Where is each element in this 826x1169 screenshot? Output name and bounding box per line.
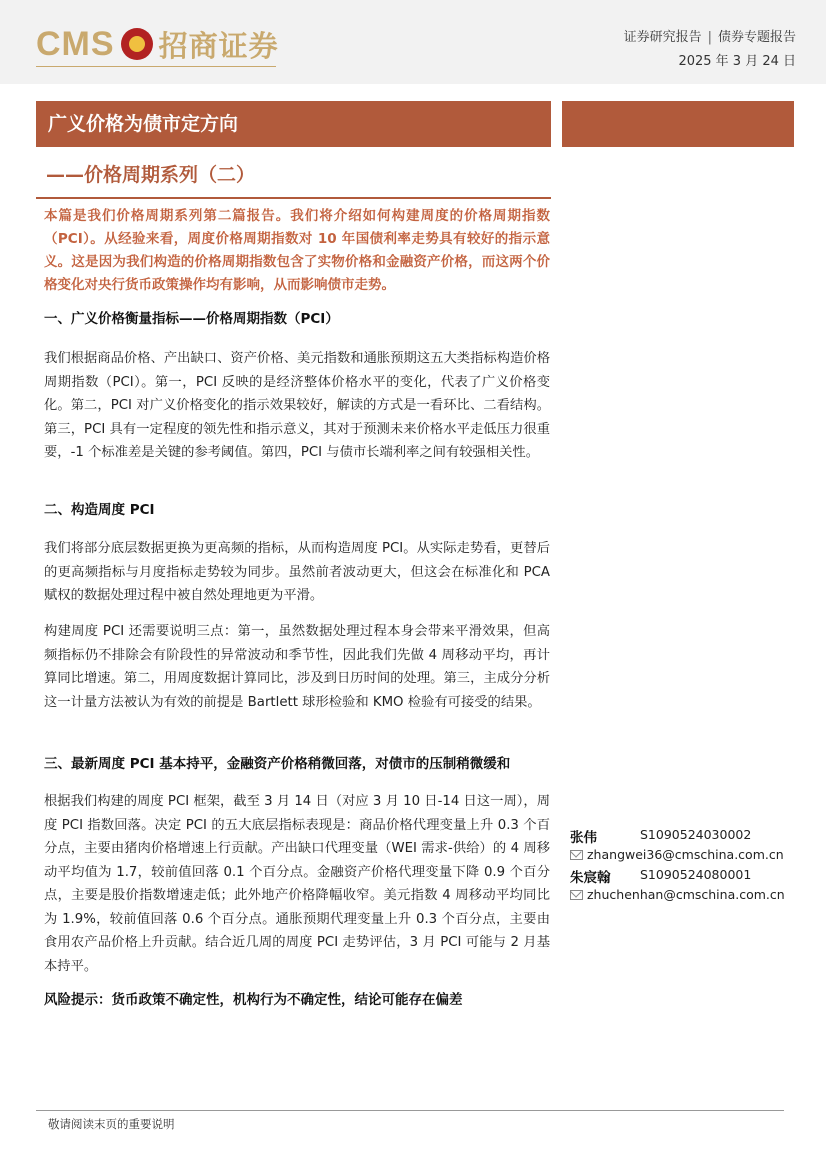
section-1-paragraph-1: 我们根据商品价格、产出缺口、资产价格、美元指数和通胀预期这五大类指标构造价格周期指数（PCI）。第一，PCI 反映的是经济整体价格水平的变化，代表了广义价格变化。第二，PCI 对广义价格变化的指示效果较好，解读的方式是一看环比、二看结构。第三，PCI 具有一定程度的领先性和指示意义，其对于预测未来价格水平走低压力很重要，-1 个标准差是关键的参考阈值。第四，PCI 与债市长端利率之间有较强相关性。 — [44, 351, 550, 460]
section-heading-3: 三、最新周度 PCI 基本持平，金融资产价格稍微回落，对债市的压制稍微缓和 — [44, 756, 511, 772]
side-accent-bar — [562, 101, 794, 147]
section-2-paragraph-2: 构建周度 PCI 还需要说明三点：第一，虽然数据处理过程本身会带来平滑效果，但高频指标仍不排除会有阶段性的异常波动和季节性，因此我们先做 4 周移动平均，再计算同比增速。第二，用周度数据计算同比，涉及到日历时间的处理。第三，主成分分析这一计量方法被认为有效的前提是 Bartlett 球形检验和 KMO 检验有可接受的结果。 — [44, 624, 550, 710]
report-category: 证券研究报告 — [623, 30, 702, 45]
section-2-paragraph-1: 我们将部分底层数据更换为更高频的指标，从而构造周度 PCI。从实际走势看，更替后的更高频指标与月度指标走势较为同步。虽然前者波动更大，但这会在标准化和 PCA 赋权的数据处理过程中被自然处理地更为平滑。 — [44, 541, 550, 603]
section-heading-1: 一、广义价格衡量指标——价格周期指数（PCI） — [44, 311, 339, 327]
logo-chinese: 招商证券 — [158, 28, 279, 63]
report-type — [624, 26, 796, 45]
envelope-icon — [570, 890, 583, 900]
company-logo — [36, 22, 279, 66]
report-subcategory: 债券专题报告 — [717, 30, 796, 45]
logo-underline — [36, 66, 276, 67]
section-heading-2: 二、构造周度 PCI — [44, 502, 155, 518]
separator: | — [707, 30, 712, 45]
report-title: 广义价格为债市定方向 — [48, 113, 239, 135]
report-subtitle: ——价格周期系列（二） — [46, 164, 256, 186]
analyst-email-1[interactable]: zhangwei36@cmschina.com.cn — [587, 847, 784, 862]
footer-rule — [36, 1110, 784, 1111]
title-rule — [36, 197, 551, 199]
report-date: 2025 年 3 月 24 日 — [678, 54, 796, 69]
analyst-name-2: 朱宸翰 — [570, 870, 611, 886]
analyst-id-1: S1090524030002 — [640, 827, 752, 842]
footer-disclaimer: 敬请阅读末页的重要说明 — [48, 1117, 175, 1131]
abstract: 本篇是我们价格周期系列第二篇报告。我们将介绍如何构建周度的价格周期指数（PCI）。从经验来看，周度价格周期指数对 10 年国债利率走势具有较好的指示意义。这是因为我们构造的价格周期指数包含了实物价格和金融资产价格，而这两个价格变化对央行货币政策操作均有影响，从而影响债市走势。 — [44, 208, 550, 293]
section-3-paragraph-1: 根据我们构建的周度 PCI 框架，截至 3 月 14 日（对应 3 月 10 日-14 日这一周），周度 PCI 指数回落。决定 PCI 的五大底层指标表现是：商品价格代理变量上升 0.3 个百分点，主要由猪肉价格增速上行贡献。产出缺口代理变量（WEI 需求-供给）的 4 周移动平均值为 1.7，较前值回落 0.1 个百分点。金融资产价格代理变量下降 0.9 个百分点，主要是股价指数增速走低；此外地产价格降幅收窄。美元指数 4 周移动平均同比为 1.9%，较前值回落 0.6 个百分点。通胀预期代理变量上升 0.3 个百分点，主要由食用农产品价格上升贡献。结合近几周的周度 PCI 走势评估，3 月 PCI 可能与 2 月基本持平。 — [44, 794, 550, 974]
cms-emblem-icon — [121, 28, 153, 60]
analyst-email-2[interactable]: zhuchenhan@cmschina.com.cn — [587, 887, 785, 902]
analyst-id-2: S1090524080001 — [640, 867, 752, 882]
logo-latin: CMS — [36, 24, 115, 63]
analyst-name-1: 张伟 — [570, 830, 597, 846]
risk-warning: 风险提示：货币政策不确定性，机构行为不确定性，结论可能存在偏差 — [44, 992, 463, 1008]
envelope-icon — [570, 850, 583, 860]
